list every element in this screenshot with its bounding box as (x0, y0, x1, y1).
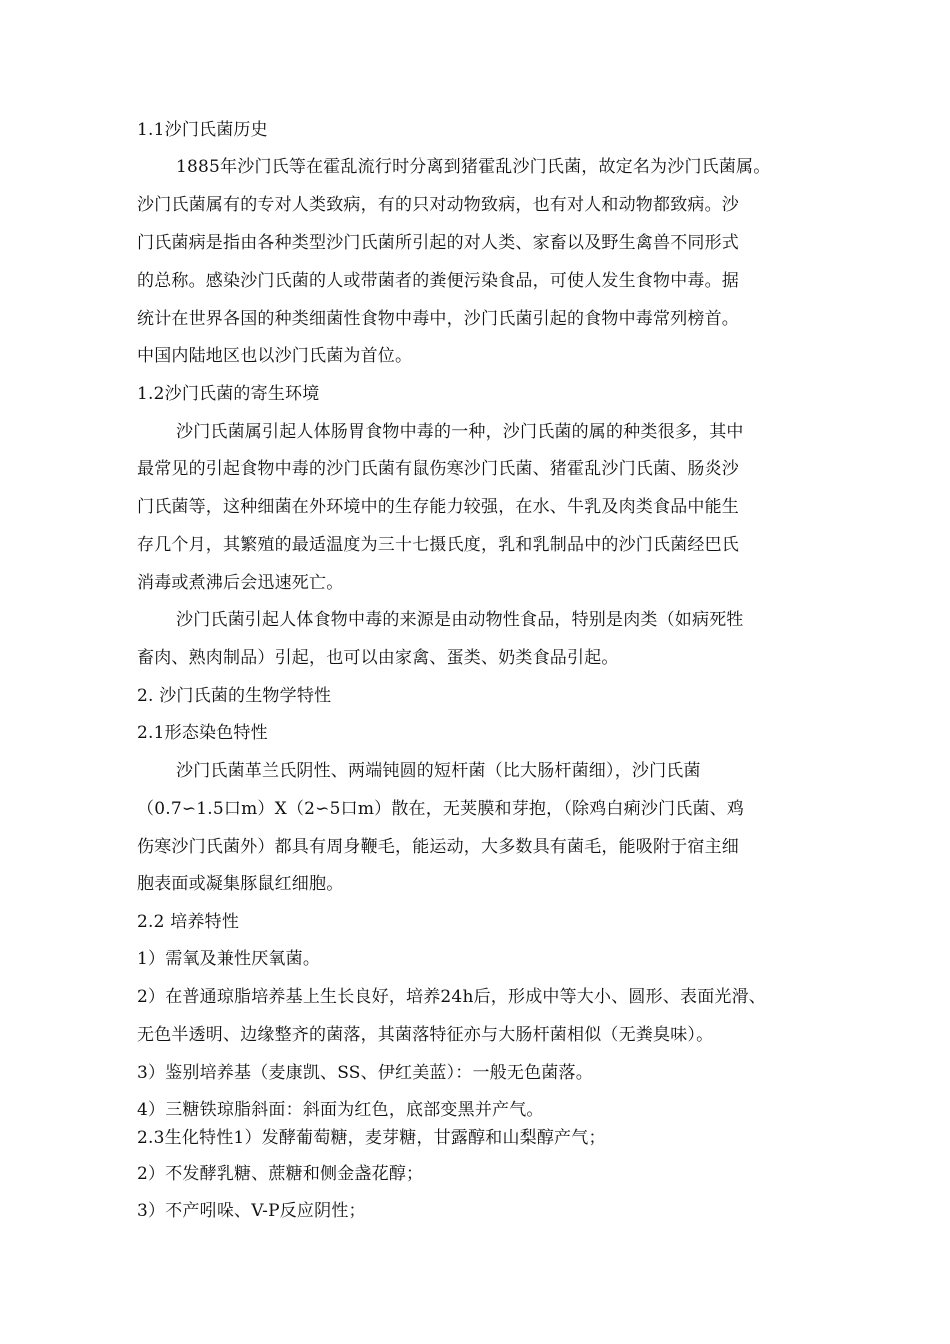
paragraph-line: 1885年沙门氏等在霍乱流行时分离到猪霍乱沙门氏菌，故定名为沙门氏菌属。 (176, 157, 771, 177)
paragraph-line: 门氏菌病是指由各种类型沙门氏菌所引起的对人类、家畜以及野生禽兽不同形式 (137, 233, 739, 253)
list-item: 2）不发酵乳糖、蔗糖和侧金盏花醇； (137, 1164, 424, 1184)
paragraph-line: 统计在世界各国的种类细菌性食物中毒中，沙门氏菌引起的食物中毒常列榜首。 (137, 309, 739, 329)
section-heading-2-3: 2.3生化特性1）发酵葡萄糖，麦芽糖，甘露醇和山梨醇产气； (137, 1128, 606, 1148)
paragraph-line: 的总称。感染沙门氏菌的人或带菌者的粪便污染食品，可使人发生食物中毒。据 (137, 271, 739, 291)
paragraph-line: 沙门氏菌属引起人体肠胃食物中毒的一种，沙门氏菌的属的种类很多，其中 (176, 422, 744, 442)
paragraph-line: 最常见的引起食物中毒的沙门氏菌有鼠伤寒沙门氏菌、猪霍乱沙门氏菌、肠炎沙 (137, 459, 739, 479)
section-heading-1-1: 1.1沙门氏菌历史 (137, 120, 268, 140)
section-heading-2-1: 2.1形态染色特性 (137, 723, 268, 743)
paragraph-line: 中国内陆地区也以沙门氏菌为首位。 (137, 346, 413, 366)
paragraph-line: （0.7∽1.5口m）X（2∽5口m）散在，无荚膜和芽抱，（除鸡白痢沙门氏菌、鸡 (137, 799, 745, 819)
section-heading-1-2: 1.2沙门氏菌的寄生环境 (137, 384, 320, 404)
list-item: 2）在普通琼脂培养基上生长良好，培养24h后，形成中等大小、圆形、表面光滑、 (137, 987, 766, 1007)
paragraph-line: 存几个月，其繁殖的最适温度为三十七摄氏度，乳和乳制品中的沙门氏菌经巴氏 (137, 535, 739, 555)
list-item: 3）不产吲哚、V-P反应阴性； (137, 1201, 366, 1221)
paragraph-line: 沙门氏菌革兰氏阴性、两端钝圆的短杆菌（比大肠杆菌细），沙门氏菌 (176, 761, 701, 781)
list-item-continuation: 无色半透明、边缘整齐的菌落，其菌落特征亦与大肠杆菌相似（无粪臭味）。 (137, 1025, 714, 1045)
paragraph-line: 畜肉、熟肉制品）引起，也可以由家禽、蛋类、奶类食品引起。 (137, 648, 619, 668)
paragraph-line: 门氏菌等，这种细菌在外环境中的生存能力较强，在水、牛乳及肉类食品中能生 (137, 497, 739, 517)
list-item: 1）需氧及兼性厌氧菌。 (137, 949, 321, 969)
section-heading-2-2: 2.2 培养特性 (137, 912, 240, 932)
paragraph-line: 沙门氏菌引起人体食物中毒的来源是由动物性食品，特别是肉类（如病死牲 (176, 610, 744, 630)
list-item: 3）鉴别培养基（麦康凯、SS、伊红美蓝）：一般无色菌落。 (137, 1063, 593, 1083)
paragraph-line: 消毒或煮沸后会迅速死亡。 (137, 573, 344, 593)
paragraph-line: 伤寒沙门氏菌外）都具有周身鞭毛，能运动，大多数具有菌毛，能吸附于宿主细 (137, 837, 739, 857)
paragraph-line: 胞表面或凝集豚鼠红细胞。 (137, 874, 344, 894)
list-item: 4）三糖铁琼脂斜面：斜面为红色，底部变黑并产气。 (137, 1100, 544, 1120)
paragraph-line: 沙门氏菌属有的专对人类致病，有的只对动物致病，也有对人和动物都致病。沙 (137, 195, 739, 215)
section-heading-2: 2. 沙门氏菌的生物学特性 (137, 686, 332, 706)
